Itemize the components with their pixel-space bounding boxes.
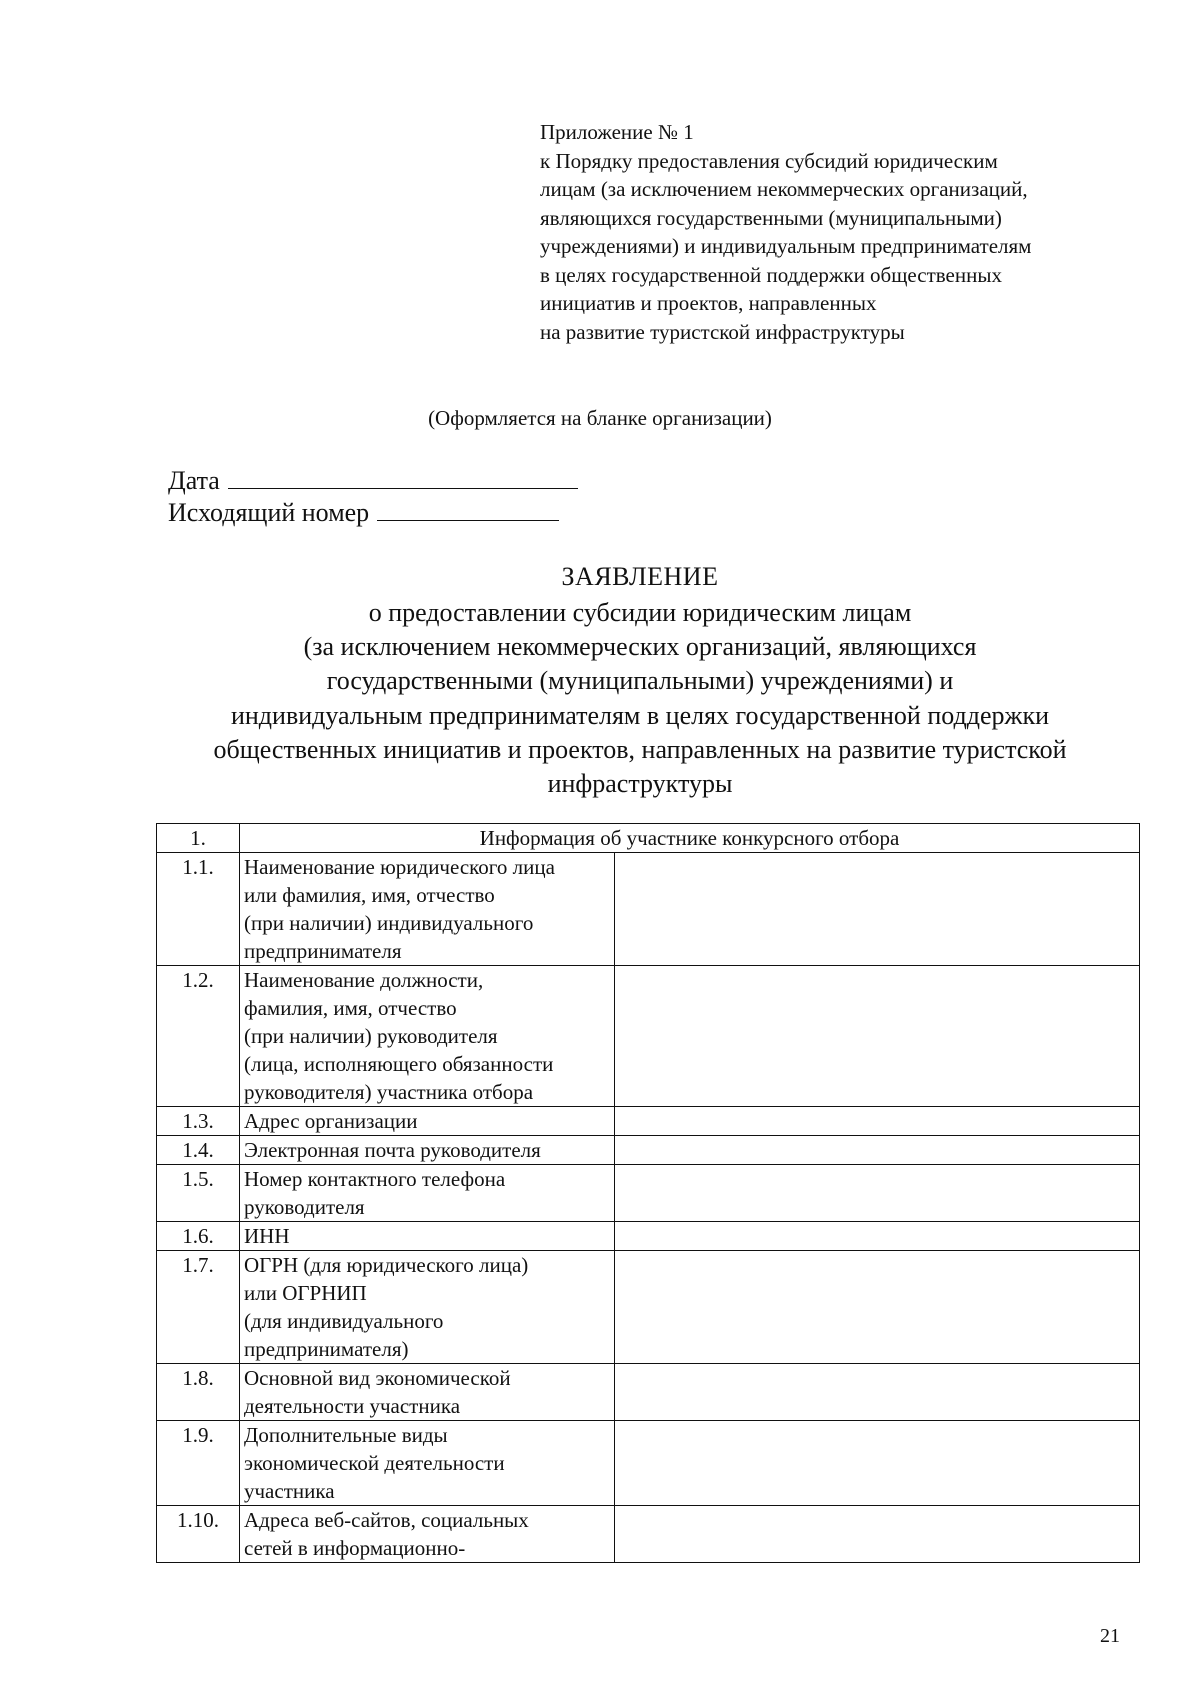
row-value-cell[interactable] [615, 1222, 1140, 1251]
table-row [157, 1165, 1140, 1222]
row-value-cell[interactable] [615, 1421, 1140, 1506]
row-number: 1.9. [157, 1421, 240, 1506]
row-number: 1.10. [157, 1506, 240, 1563]
letterhead-note: (Оформляется на бланке организации) [428, 406, 772, 430]
row-label-line: (при наличии) руководителя [244, 1024, 498, 1048]
row-label-line: Наименование юридического лица [244, 855, 555, 879]
row-label-line: предпринимателя) [244, 1337, 409, 1361]
row-label-line: экономической деятельности [244, 1451, 505, 1475]
row-value-cell[interactable] [615, 1165, 1140, 1222]
row-label [240, 1165, 615, 1222]
appendix-line: на развитие туристской инфраструктуры [540, 319, 905, 344]
row-label-line: (лица, исполняющего обязанности [244, 1052, 554, 1076]
row-number: 1.4. [157, 1136, 240, 1165]
row-value-cell[interactable] [615, 1364, 1140, 1421]
document-subtitle [0, 596, 1200, 801]
row-number: 1.1. [157, 853, 240, 966]
row-label-line: Основной вид экономической [244, 1366, 511, 1390]
row-label [240, 1251, 615, 1364]
table-row [157, 1136, 1140, 1165]
row-label-line: ОГРН (для юридического лица) [244, 1253, 529, 1277]
document-title: ЗАЯВЛЕНИЕ [561, 562, 719, 591]
row-label-line: или фамилия, имя, отчество [244, 883, 495, 907]
page-number: 21 [1100, 1625, 1120, 1647]
row-label-line: Наименование должности, [244, 968, 484, 992]
row-value-cell[interactable] [615, 966, 1140, 1107]
row-label-line: ИНН [244, 1224, 290, 1248]
table-row [157, 966, 1140, 1107]
row-value-cell[interactable] [615, 1136, 1140, 1165]
row-label-line: Дополнительные виды [244, 1423, 448, 1447]
participant-info-table [156, 823, 1140, 1563]
table-header-row [157, 824, 1140, 853]
row-number: 1.3. [157, 1107, 240, 1136]
row-number: 1.2. [157, 966, 240, 1107]
table-row [157, 1107, 1140, 1136]
row-label-line: руководителя [244, 1195, 365, 1219]
header-title: Информация об участнике конкурсного отбора [240, 824, 1140, 853]
appendix-heading [540, 118, 1140, 346]
table-row [157, 1364, 1140, 1421]
row-value-cell[interactable] [615, 1107, 1140, 1136]
date-field [168, 464, 578, 497]
row-label [240, 1364, 615, 1421]
date-label: Дата [168, 466, 220, 495]
row-label [240, 1506, 615, 1563]
row-label-line: сетей в информационно- [244, 1536, 466, 1560]
subtitle-line: государственными (муниципальными) учреждениями) и [326, 666, 954, 696]
row-label-line: (для индивидуального [244, 1309, 444, 1333]
appendix-line: являющихся государственными (муниципальными) [540, 205, 1002, 230]
appendix-line: к Порядку предоставления субсидий юридическим [540, 148, 998, 173]
row-label-line: деятельности участника [244, 1394, 461, 1418]
row-label [240, 1107, 615, 1136]
row-value-cell[interactable] [615, 1251, 1140, 1364]
row-label-line: предпринимателя [244, 939, 402, 963]
header-number: 1. [157, 824, 240, 853]
date-blank[interactable] [228, 464, 578, 489]
table-row [157, 1251, 1140, 1364]
row-label-line: (при наличии) индивидуального [244, 911, 534, 935]
row-label-line: фамилия, имя, отчество [244, 996, 457, 1020]
appendix-line: инициатив и проектов, направленных [540, 291, 877, 315]
row-label [240, 1421, 615, 1506]
appendix-line: в целях государственной поддержки общественных [540, 262, 1002, 287]
subtitle-line: индивидуальным предпринимателям в целях государственной поддержки [230, 700, 1050, 730]
appendix-line: учреждениями) и индивидуальным предпринимателям [540, 234, 1032, 258]
subtitle-line: о предоставлении субсидии юридическим лицам [368, 598, 912, 627]
table-row [157, 1222, 1140, 1251]
row-label-line: Электронная почта руководителя [244, 1138, 541, 1162]
outgoing-number-blank[interactable] [377, 496, 559, 521]
table-row [157, 1506, 1140, 1563]
row-number: 1.7. [157, 1251, 240, 1364]
subtitle-line: (за исключением некоммерческих организаций, являющихся [303, 632, 977, 662]
row-number: 1.6. [157, 1222, 240, 1251]
row-number: 1.8. [157, 1364, 240, 1421]
row-label-line: Номер контактного телефона [244, 1167, 506, 1191]
row-label-line: или ОГРНИП [244, 1281, 367, 1305]
row-value-cell[interactable] [615, 1506, 1140, 1563]
row-label [240, 966, 615, 1107]
row-label [240, 1136, 615, 1165]
appendix-line: Приложение № 1 [540, 120, 694, 144]
row-label-line: Адрес организации [244, 1109, 418, 1133]
table-row [157, 853, 1140, 966]
row-label-line: Адреса веб-сайтов, социальных [244, 1508, 529, 1532]
row-label-line: участника [244, 1479, 335, 1503]
row-value-cell[interactable] [615, 853, 1140, 966]
row-number: 1.5. [157, 1165, 240, 1222]
appendix-line: лицам (за исключением некоммерческих организаций, [540, 177, 1028, 201]
subtitle-line: общественных инициатив и проектов, направленных на развитие туристской [213, 734, 1067, 764]
row-label [240, 1222, 615, 1251]
subtitle-line: инфраструктуры [547, 769, 733, 799]
outgoing-number-label: Исходящий номер [168, 498, 370, 527]
row-label-line: руководителя) участника отбора [244, 1080, 534, 1104]
table-row [157, 1421, 1140, 1506]
row-label [240, 853, 615, 966]
outgoing-number-field [168, 496, 559, 529]
